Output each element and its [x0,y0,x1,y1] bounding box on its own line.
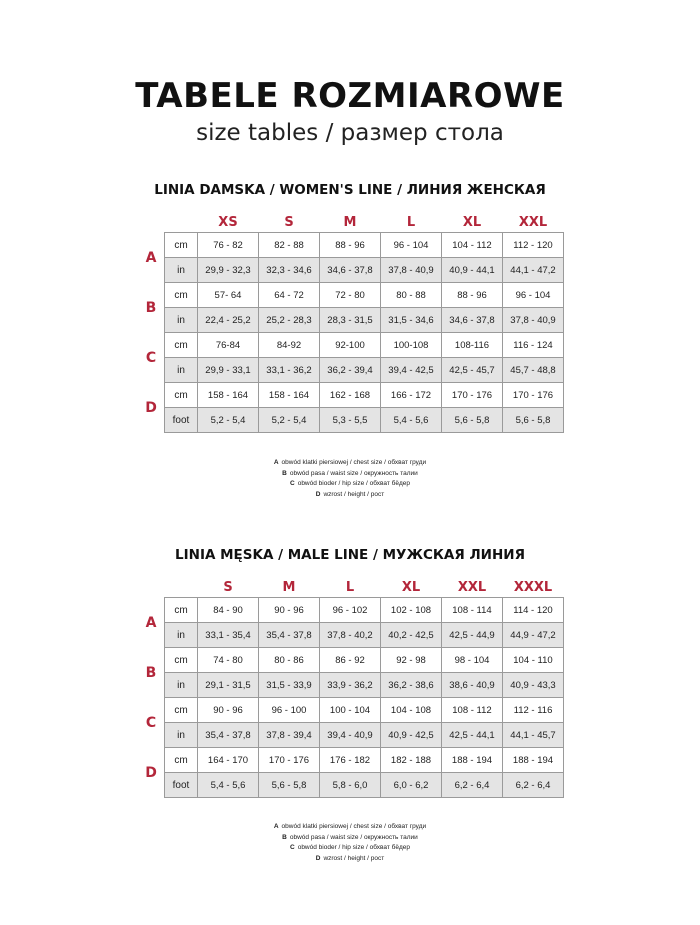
value-cell: 40,9 - 42,5 [381,723,442,748]
value-cell: 38,6 - 40,9 [442,673,503,698]
legend-letter: A [273,459,279,466]
value-cell: 40,9 - 44,1 [442,258,503,283]
size-label-xl: XL [401,579,421,595]
value-cell: 82 - 88 [259,233,320,258]
size-label-m: M [282,579,296,595]
value-cell: 39,4 - 40,9 [320,723,381,748]
value-cell: 35,4 - 37,8 [198,723,259,748]
table-row [138,648,564,673]
value-cell: 45,7 - 48,8 [503,358,564,383]
table-row [138,773,564,798]
value-cell: 37,8 - 40,9 [503,308,564,333]
unit-cell: foot [165,773,198,798]
table-row [138,283,564,308]
value-cell: 108 - 114 [442,598,503,623]
value-cell: 170 - 176 [442,383,503,408]
legend-letter: B [282,833,287,841]
value-cell: 5,2 - 5,4 [198,408,259,433]
value-cell: 33,9 - 36,2 [320,673,381,698]
value-cell: 76-84 [198,333,259,358]
value-cell: 158 - 164 [198,383,259,408]
value-cell: 44,9 - 47,2 [503,623,564,648]
measure-group-label: A [145,249,157,266]
measure-group-label: D [145,764,157,781]
unit-cell: in [165,723,198,748]
corner-cell [138,577,165,598]
value-cell: 108 - 112 [442,698,503,723]
value-cell: 57- 64 [198,283,259,308]
unit-header-cell [165,577,198,598]
value-cell: 42,5 - 44,1 [442,723,503,748]
table-row [138,333,564,358]
legend-item [0,854,700,865]
unit-cell: cm [165,333,198,358]
value-cell: 37,8 - 39,4 [259,723,320,748]
value-cell: 44,1 - 47,2 [503,258,564,283]
page-subtitle: size tables / размер стола [196,120,504,146]
value-cell: 6,2 - 6,4 [503,773,564,798]
legend-item [0,479,700,490]
value-cell: 72 - 80 [320,283,381,308]
corner-cell [138,212,165,233]
value-cell: 6,0 - 6,2 [381,773,442,798]
value-cell: 158 - 164 [259,383,320,408]
value-cell: 104 - 110 [503,648,564,673]
legend-letter: A [273,823,279,830]
legend-item [0,822,700,833]
size-label-xxl: XXL [518,214,548,230]
value-cell: 42,5 - 44,9 [442,623,503,648]
value-cell: 170 - 176 [503,383,564,408]
value-cell: 90 - 96 [198,698,259,723]
unit-cell: cm [165,233,198,258]
unit-cell: cm [165,283,198,308]
table-row [138,623,564,648]
value-cell: 25,2 - 28,3 [259,308,320,333]
legend-text: obwód klatki piersiowej / chest size / обхват груди [281,823,427,830]
value-cell: 36,2 - 39,4 [320,358,381,383]
measure-group-label: C [145,714,157,731]
value-cell: 5,6 - 5,8 [259,773,320,798]
table-row [138,698,564,723]
value-cell: 108-116 [442,333,503,358]
value-cell: 33,1 - 36,2 [259,358,320,383]
unit-cell: in [165,308,198,333]
value-cell: 28,3 - 31,5 [320,308,381,333]
value-cell: 84 - 90 [198,598,259,623]
unit-cell: in [165,623,198,648]
unit-cell: cm [165,383,198,408]
value-cell: 162 - 168 [320,383,381,408]
unit-cell: in [165,258,198,283]
size-label-xl: XL [462,214,482,230]
legend-letter: B [282,469,287,477]
size-label-s: S [223,579,233,595]
value-cell: 176 - 182 [320,748,381,773]
value-cell: 33,1 - 35,4 [198,623,259,648]
value-cell: 84-92 [259,333,320,358]
table-row [138,383,564,408]
value-cell: 104 - 108 [381,698,442,723]
value-cell: 170 - 176 [259,748,320,773]
unit-cell: in [165,358,198,383]
legend-text: obwód bioder / hip size / обхват бёдер [297,844,410,851]
value-cell: 112 - 116 [503,698,564,723]
table-row [138,258,564,283]
legend-letter: C [290,480,295,487]
value-cell: 100 - 104 [320,698,381,723]
table-row [138,723,564,748]
men-size-table [138,577,564,798]
value-cell: 96 - 102 [320,598,381,623]
legend-text: obwód pasa / waist size / окружность талии [289,833,418,841]
table-row [138,673,564,698]
value-cell: 36,2 - 38,6 [381,673,442,698]
size-label-xxxl: XXXL [513,579,553,595]
legend-text: obwód pasa / waist size / окружность талии [289,469,418,477]
value-cell: 37,8 - 40,9 [381,258,442,283]
value-cell: 90 - 96 [259,598,320,623]
value-cell: 98 - 104 [442,648,503,673]
value-cell: 29,1 - 31,5 [198,673,259,698]
value-cell: 80 - 86 [259,648,320,673]
legend-item [0,843,700,854]
value-cell: 114 - 120 [503,598,564,623]
unit-cell: cm [165,698,198,723]
value-cell: 96 - 100 [259,698,320,723]
value-cell: 31,5 - 33,9 [259,673,320,698]
value-cell: 44,1 - 45,7 [503,723,564,748]
measure-group-label: A [145,614,157,631]
value-cell: 96 - 104 [381,233,442,258]
men-legend [0,822,700,864]
unit-cell: cm [165,648,198,673]
table-row [138,308,564,333]
value-cell: 39,4 - 42,5 [381,358,442,383]
size-label-xs: XS [218,214,238,230]
value-cell: 32,3 - 34,6 [259,258,320,283]
size-label-l: L [345,579,355,595]
legend-item [0,469,700,480]
legend-letter: D [315,490,321,498]
table-row [138,408,564,433]
legend-item [0,458,700,469]
value-cell: 6,2 - 6,4 [442,773,503,798]
unit-cell: cm [165,748,198,773]
legend-text: obwód klatki piersiowej / chest size / обхват груди [281,459,427,466]
size-label-m: M [343,214,357,230]
value-cell: 29,9 - 32,3 [198,258,259,283]
value-cell: 188 - 194 [503,748,564,773]
value-cell: 5,6 - 5,8 [442,408,503,433]
unit-cell: cm [165,598,198,623]
value-cell: 42,5 - 45,7 [442,358,503,383]
value-cell: 92 - 98 [381,648,442,673]
value-cell: 31,5 - 34,6 [381,308,442,333]
value-cell: 5,2 - 5,4 [259,408,320,433]
legend-item [0,833,700,844]
measure-group-label: C [145,349,157,366]
legend-text: wzrost / height / рост [323,854,385,862]
value-cell: 35,4 - 37,8 [259,623,320,648]
value-cell: 182 - 188 [381,748,442,773]
value-cell: 100-108 [381,333,442,358]
unit-cell: foot [165,408,198,433]
value-cell: 116 - 124 [503,333,564,358]
table-row [138,233,564,258]
value-cell: 5,4 - 5,6 [198,773,259,798]
value-cell: 22,4 - 25,2 [198,308,259,333]
value-cell: 5,6 - 5,8 [503,408,564,433]
measure-group-label: D [145,399,157,416]
value-cell: 88 - 96 [320,233,381,258]
value-cell: 104 - 112 [442,233,503,258]
value-cell: 88 - 96 [442,283,503,308]
size-header-row [138,577,564,598]
value-cell: 102 - 108 [381,598,442,623]
legend-letter: D [315,854,321,862]
men-section-title: LINIA MĘSKA / MALE LINE / МУЖСКАЯ ЛИНИЯ [175,547,525,563]
table-row [138,358,564,383]
women-size-table [138,212,564,433]
size-header-row [138,212,564,233]
table-row [138,748,564,773]
value-cell: 29,9 - 33,1 [198,358,259,383]
value-cell: 96 - 104 [503,283,564,308]
value-cell: 164 - 170 [198,748,259,773]
measure-group-label: B [145,664,157,681]
value-cell: 40,2 - 42,5 [381,623,442,648]
measure-group-label: B [145,299,157,316]
size-label-xxl: XXL [457,579,487,595]
size-label-s: S [284,214,294,230]
value-cell: 34,6 - 37,8 [320,258,381,283]
value-cell: 5,8 - 6,0 [320,773,381,798]
value-cell: 74 - 80 [198,648,259,673]
women-legend [0,458,700,500]
value-cell: 5,3 - 5,5 [320,408,381,433]
legend-text: wzrost / height / рост [323,490,385,498]
unit-header-cell [165,212,198,233]
value-cell: 166 - 172 [381,383,442,408]
value-cell: 76 - 82 [198,233,259,258]
value-cell: 86 - 92 [320,648,381,673]
women-section-title: LINIA DAMSKA / WOMEN'S LINE / ЛИНИЯ ЖЕНСКАЯ [154,182,546,198]
value-cell: 64 - 72 [259,283,320,308]
page-title: TABELE ROZMIAROWE [135,76,565,116]
value-cell: 92-100 [320,333,381,358]
value-cell: 188 - 194 [442,748,503,773]
value-cell: 37,8 - 40,2 [320,623,381,648]
legend-item [0,490,700,501]
legend-letter: C [290,844,295,851]
table-row [138,598,564,623]
unit-cell: in [165,673,198,698]
value-cell: 40,9 - 43,3 [503,673,564,698]
legend-text: obwód bioder / hip size / обхват бёдер [297,480,410,487]
value-cell: 34,6 - 37,8 [442,308,503,333]
value-cell: 80 - 88 [381,283,442,308]
size-label-l: L [406,214,416,230]
value-cell: 5,4 - 5,6 [381,408,442,433]
value-cell: 112 - 120 [503,233,564,258]
